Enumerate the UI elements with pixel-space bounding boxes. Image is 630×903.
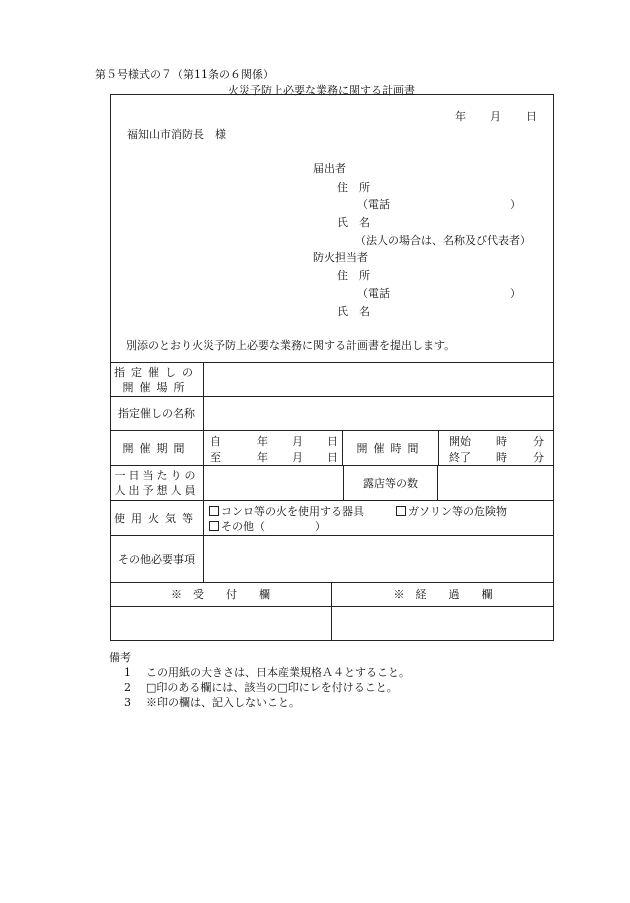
hours-label: 開催時間 bbox=[356, 441, 425, 455]
hours-divider bbox=[438, 430, 439, 465]
manager-phone-open: （電話 bbox=[357, 287, 390, 300]
venue-field[interactable] bbox=[204, 363, 554, 396]
period-from-year: 年 bbox=[257, 435, 268, 448]
hours-start-minute: 分 bbox=[533, 435, 544, 448]
gasoline-checkbox[interactable] bbox=[396, 506, 406, 516]
date-month: 月 bbox=[490, 110, 501, 123]
progress-field bbox=[332, 607, 554, 641]
other-matters-field[interactable] bbox=[204, 536, 554, 582]
manager-address-label: 住 所 bbox=[337, 269, 370, 282]
date-year: 年 bbox=[455, 110, 466, 123]
period-label: 開催期間 bbox=[122, 441, 191, 455]
attendance-label bbox=[110, 466, 203, 500]
period-to-year: 年 bbox=[257, 451, 268, 464]
hours-end-minute: 分 bbox=[533, 451, 544, 464]
venue-label bbox=[110, 363, 203, 396]
reception-header: ※ 受 付 欄 bbox=[171, 588, 270, 601]
period-to-day: 日 bbox=[327, 451, 338, 464]
fire-option-gasoline[interactable] bbox=[396, 503, 507, 519]
reception-field bbox=[110, 607, 331, 641]
hours-end-label: 終了 bbox=[449, 451, 471, 464]
attendance-label-line-2: 人出予想人員 bbox=[114, 484, 199, 497]
applicant-corp-note: （法人の場合は、名称及び代表者） bbox=[355, 234, 531, 247]
note-item: 2 □印のある欄には、該当の□印にレを付けること。 bbox=[124, 681, 398, 694]
addressee: 福知山市消防長 様 bbox=[127, 128, 226, 141]
gasoline-option-label: ガソリン等の危険物 bbox=[408, 505, 507, 518]
period-to-month: 月 bbox=[292, 451, 303, 464]
stove-checkbox[interactable] bbox=[209, 506, 219, 516]
applicant-address-label: 住 所 bbox=[337, 181, 370, 194]
fire-option-other[interactable] bbox=[209, 518, 326, 534]
period-from-month: 月 bbox=[292, 435, 303, 448]
hours-start-hour: 時 bbox=[496, 435, 507, 448]
other-matters-label: その他必要事項 bbox=[118, 552, 195, 566]
fire-use-label: 使用火気等 bbox=[114, 511, 199, 525]
applicant-name-label: 氏 名 bbox=[337, 216, 370, 229]
period-to: 至 bbox=[210, 451, 221, 464]
stalls-field[interactable] bbox=[438, 466, 554, 500]
fire-option-stove[interactable] bbox=[209, 503, 364, 519]
hours-start-label: 開始 bbox=[449, 435, 471, 448]
manager-heading: 防火担当者 bbox=[313, 251, 368, 264]
manager-name-label: 氏 名 bbox=[337, 305, 370, 318]
other-option-close: ） bbox=[315, 520, 326, 533]
applicant-phone-close: ） bbox=[510, 198, 521, 211]
form-id: 第５号様式の７（第11条の６関係） bbox=[95, 68, 274, 81]
note-item: 1 この用紙の大きさは、日本産業規格Ａ４とすること。 bbox=[124, 666, 410, 679]
attendance-field[interactable] bbox=[204, 466, 343, 500]
date-day: 日 bbox=[526, 110, 537, 123]
stalls-label: 露店等の数 bbox=[363, 476, 418, 490]
manager-phone-close: ） bbox=[510, 287, 521, 300]
form-title: 火災予防上必要な業務に関する計画書 bbox=[228, 84, 415, 97]
applicant-phone-open: （電話 bbox=[357, 198, 390, 211]
venue-label-line-2: 開催場所 bbox=[122, 380, 191, 394]
event-name-label: 指定催しの名称 bbox=[118, 407, 195, 420]
hours-end-hour: 時 bbox=[496, 451, 507, 464]
other-option-label: その他（ bbox=[221, 520, 265, 533]
notes-list bbox=[124, 665, 410, 710]
notes-heading: 備考 bbox=[109, 651, 131, 664]
statement: 別添のとおり火災予防上必要な業務に関する計画書を提出します。 bbox=[126, 339, 456, 352]
attendance-label-line-1: 一日当たりの bbox=[114, 469, 199, 482]
note-item: 3 ※印の欄は、記入しないこと。 bbox=[124, 696, 300, 709]
other-checkbox[interactable] bbox=[209, 521, 219, 531]
applicant-heading: 届出者 bbox=[313, 162, 346, 175]
venue-label-line-1: 指定催しの bbox=[114, 365, 199, 379]
period-from: 自 bbox=[210, 435, 221, 448]
period-from-day: 日 bbox=[327, 435, 338, 448]
progress-header: ※ 経 過 欄 bbox=[393, 588, 493, 601]
event-name-field[interactable] bbox=[204, 397, 554, 430]
stove-option-label: コンロ等の火を使用する器具 bbox=[221, 505, 364, 518]
